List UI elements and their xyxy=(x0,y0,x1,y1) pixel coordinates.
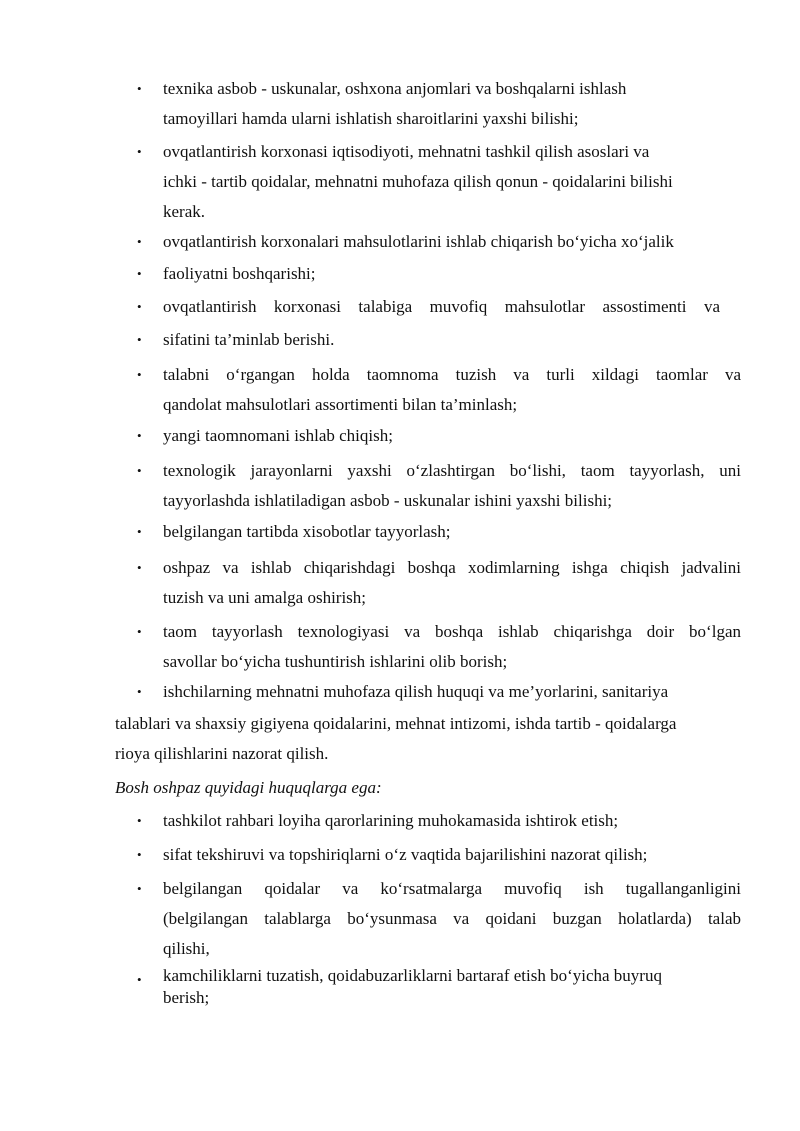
list-item-line: qandolat mahsulotlari assortimenti bilan ta’minlash; xyxy=(163,395,518,414)
list-item-line: oshpaz va ishlab chiqarishdagi boshqa xodimlarning ishga chiqish jadvalini xyxy=(163,558,741,577)
bullet: • xyxy=(137,881,142,896)
list-item-line: kamchiliklarni tuzatish, qoidabuzarliklarni bartaraf etish bo‘yicha buyruq xyxy=(163,966,662,985)
list-item-line: tamoyillari hamda ularni ishlatish sharoitlarini yaxshi bilishi; xyxy=(163,109,579,128)
list-item-line: sifat tekshiruvi va topshiriqlarni o‘z vaqtida bajarilishini nazorat qilish; xyxy=(163,845,648,864)
list-item-line: talabni o‘rgangan holda taomnoma tuzish va turli xildagi taomlar va xyxy=(163,365,741,384)
bullet: • xyxy=(137,234,142,249)
paragraph-line: rioya qilishlarini nazorat qilish. xyxy=(115,744,329,763)
bullet: • xyxy=(137,624,142,639)
list-item-line: yangi taomnomani ishlab chiqish; xyxy=(163,426,393,445)
list-item-line: faoliyatni boshqarishi; xyxy=(163,264,316,283)
list-item-line: belgilangan tartibda xisobotlar tayyorlash; xyxy=(163,522,451,541)
list-item-line: sifatini ta’minlab berishi. xyxy=(163,330,335,349)
list-item-line: ovqatlantirish korxonasi talabiga muvofiq mahsulotlar assostimenti va xyxy=(163,297,720,316)
bullet: • xyxy=(137,81,142,96)
bullet: • xyxy=(137,299,142,314)
list-item-line: tashkilot rahbari loyiha qarorlarining muhokamasida ishtirok etish; xyxy=(163,811,619,830)
list-item-line: berish; xyxy=(163,988,210,1007)
paragraph xyxy=(115,709,741,769)
bullet: • xyxy=(137,144,142,159)
list-item-line: taom tayyorlash texnologiyasi va boshqa ishlab chiqarishga doir bo‘lgan xyxy=(163,622,741,641)
bullet: • xyxy=(137,463,142,478)
list-item-line: kerak. xyxy=(163,202,206,221)
list-item-line: ovqatlantirish korxonasi iqtisodiyoti, mehnatni tashkil qilish asoslari va xyxy=(163,142,650,161)
list-item-line: qilishi, xyxy=(163,939,210,958)
list-item-line: ishchilarning mehnatni muhofaza qilish huquqi va me’yorlarini, sanitariya xyxy=(163,682,669,701)
bullet: • xyxy=(137,813,142,828)
bullet: • xyxy=(137,332,142,347)
list-item-line: (belgilangan talablarga bo‘ysunmasa va qoidani buzgan holatlarda) talab xyxy=(163,909,741,928)
bullet: • xyxy=(137,428,142,443)
bullet: • xyxy=(137,560,142,575)
bullet: • xyxy=(137,684,142,699)
list-item-line: savollar bo‘yicha tushuntirish ishlarini olib borish; xyxy=(163,652,508,671)
list-item-line: belgilangan qoidalar va ko‘rsatmalarga muvofiq ish tugallanganligini xyxy=(163,879,741,898)
list-item-line: tayyorlashda ishlatiladigan asbob - uskunalar ishini yaxshi bilishi; xyxy=(163,491,613,510)
list-item-line: ichki - tartib qoidalar, mehnatni muhofaza qilish qonun - qoidalarini bilishi xyxy=(163,172,673,191)
list-item-line: texnika asbob - uskunalar, oshxona anjomlari va boshqalarni ishlash xyxy=(163,79,627,98)
list-item-line: texnologik jarayonlarni yaxshi o‘zlashtirgan bo‘lishi, taom tayyorlash, uni xyxy=(163,461,741,480)
list-item-line: ovqatlantirish korxonalari mahsulotlarini ishlab chiqarish bo‘yicha xo‘jalik xyxy=(163,232,674,251)
bullet: • xyxy=(137,367,142,382)
paragraph-line: talablari va shaxsiy gigiyena qoidalarini, mehnat intizomi, ishda tartib - qoidalarga xyxy=(115,714,677,733)
bullet: • xyxy=(137,266,142,281)
list-item-line: tuzish va uni amalga oshirish; xyxy=(163,588,367,607)
bullet: • xyxy=(137,524,142,539)
bullet: • xyxy=(137,847,142,862)
bullet: • xyxy=(137,972,142,987)
section-heading: Bosh oshpaz quyidagi huquqlarga ega: xyxy=(115,778,382,797)
